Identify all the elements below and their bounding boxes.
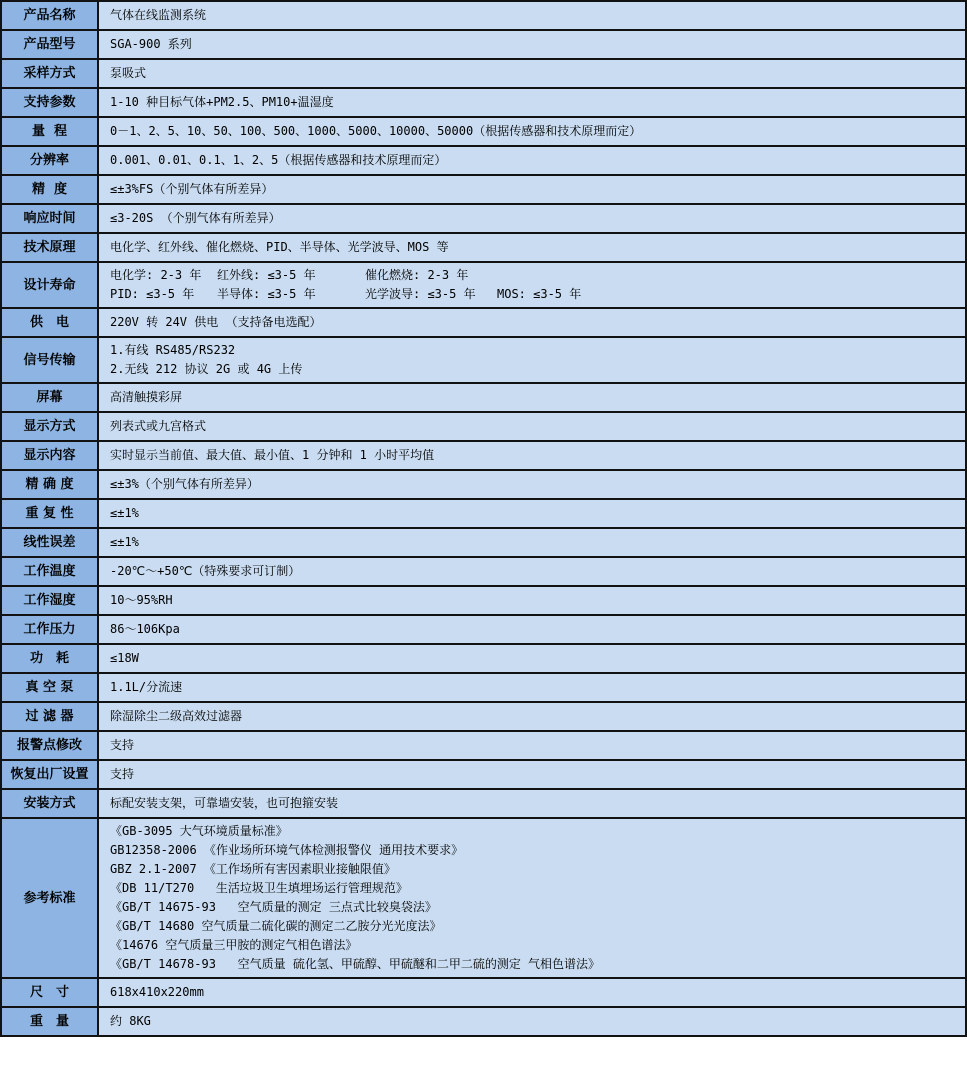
spec-value-line: 《GB/T 14680 空气质量二硫化碳的测定二乙胺分光光度法》 bbox=[110, 919, 442, 933]
spec-value bbox=[99, 89, 965, 116]
spec-value-item: PID: ≤3-5 年 bbox=[110, 287, 195, 301]
spec-value-line: 支持 bbox=[110, 738, 135, 752]
spec-row bbox=[2, 645, 965, 674]
spec-value-line: 《DB 11/T270 生活垃圾卫生填埋场运行管理规范》 bbox=[110, 881, 408, 895]
spec-row bbox=[2, 1008, 965, 1037]
spec-value-line: ≤±3%FS（个别气体有所差异） bbox=[110, 182, 274, 196]
spec-value-line: 约 8KG bbox=[110, 1014, 151, 1028]
spec-value-line: 除湿除尘二级高效过滤器 bbox=[110, 709, 243, 723]
spec-row bbox=[2, 31, 965, 60]
spec-value-line: ≤±1% bbox=[110, 535, 139, 549]
spec-value-item: 催化燃烧: 2-3 年 bbox=[365, 268, 469, 282]
spec-row bbox=[2, 761, 965, 790]
spec-value-line: 《GB/T 14675-93 空气质量的测定 三点式比较臭袋法》 bbox=[110, 900, 437, 914]
spec-value-line: 2.无线 212 协议 2G 或 4G 上传 bbox=[110, 362, 303, 376]
spec-row bbox=[2, 147, 965, 176]
spec-value-line: GB12358-2006 《作业场所环境气体检测报警仪 通用技术要求》 bbox=[110, 843, 464, 857]
spec-value-line: 实时显示当前值、最大值、最小值、1 分钟和 1 小时平均值 bbox=[110, 448, 435, 462]
spec-row bbox=[2, 2, 965, 31]
spec-label: 线性误差 bbox=[2, 529, 99, 556]
spec-value bbox=[99, 819, 965, 977]
spec-row bbox=[2, 263, 965, 309]
spec-value bbox=[99, 703, 965, 730]
spec-value bbox=[99, 471, 965, 498]
spec-row bbox=[2, 60, 965, 89]
spec-value-line: 0－1、2、5、10、50、100、500、1000、5000、10000、50000（根据传感器和技术原理而定） bbox=[110, 124, 642, 138]
spec-row bbox=[2, 819, 965, 979]
spec-value-line: 泵吸式 bbox=[110, 66, 147, 80]
spec-row bbox=[2, 118, 965, 147]
spec-value-line: 0.001、0.01、0.1、1、2、5（根据传感器和技术原理而定） bbox=[110, 153, 447, 167]
spec-value bbox=[99, 384, 965, 411]
spec-value-line: 高清触摸彩屏 bbox=[110, 390, 183, 404]
spec-row bbox=[2, 703, 965, 732]
spec-value bbox=[99, 979, 965, 1006]
spec-value bbox=[99, 118, 965, 145]
spec-row bbox=[2, 413, 965, 442]
spec-row bbox=[2, 979, 965, 1008]
spec-label: 量 程 bbox=[2, 118, 99, 145]
spec-value bbox=[99, 645, 965, 672]
spec-label: 过 滤 器 bbox=[2, 703, 99, 730]
spec-value-item: MOS: ≤3-5 年 bbox=[497, 287, 582, 301]
spec-label: 设计寿命 bbox=[2, 263, 99, 307]
spec-label: 参考标准 bbox=[2, 819, 99, 977]
spec-label: 精 度 bbox=[2, 176, 99, 203]
spec-label: 工作温度 bbox=[2, 558, 99, 585]
spec-value-line: 电化学、红外线、催化燃烧、PID、半导体、光学波导、MOS 等 bbox=[110, 240, 449, 254]
spec-value bbox=[99, 558, 965, 585]
spec-label: 分辨率 bbox=[2, 147, 99, 174]
spec-value-line: 《GB-3095 大气环境质量标准》 bbox=[110, 824, 288, 838]
spec-value-line: 1.有线 RS485/RS232 bbox=[110, 343, 236, 357]
spec-value-line: 618x410x220mm bbox=[110, 985, 204, 999]
spec-label: 供 电 bbox=[2, 309, 99, 336]
spec-label: 精 确 度 bbox=[2, 471, 99, 498]
spec-value bbox=[99, 442, 965, 469]
spec-value bbox=[99, 147, 965, 174]
spec-value bbox=[99, 60, 965, 87]
spec-row bbox=[2, 442, 965, 471]
spec-label: 产品型号 bbox=[2, 31, 99, 58]
spec-value-line: 支持 bbox=[110, 767, 135, 781]
spec-value-line bbox=[110, 266, 955, 285]
spec-row bbox=[2, 176, 965, 205]
spec-value bbox=[99, 761, 965, 788]
spec-value-line: 标配安装支架，可靠墙安装，也可抱箍安装 bbox=[110, 796, 339, 810]
spec-row bbox=[2, 500, 965, 529]
spec-label: 功 耗 bbox=[2, 645, 99, 672]
spec-value-item: 红外线: ≤3-5 年 bbox=[217, 268, 316, 282]
spec-row bbox=[2, 529, 965, 558]
spec-value bbox=[99, 31, 965, 58]
spec-value-line: ≤18W bbox=[110, 651, 139, 665]
spec-value bbox=[99, 587, 965, 614]
spec-value bbox=[99, 529, 965, 556]
spec-row bbox=[2, 309, 965, 338]
spec-row bbox=[2, 616, 965, 645]
spec-label: 尺 寸 bbox=[2, 979, 99, 1006]
spec-label: 报警点修改 bbox=[2, 732, 99, 759]
spec-value-line: 1-10 种目标气体+PM2.5、PM10+温湿度 bbox=[110, 95, 334, 109]
spec-value-line: 220V 转 24V 供电 （支持备电选配） bbox=[110, 315, 322, 329]
spec-label: 真 空 泵 bbox=[2, 674, 99, 701]
spec-row bbox=[2, 674, 965, 703]
spec-value bbox=[99, 413, 965, 440]
spec-label: 显示内容 bbox=[2, 442, 99, 469]
spec-label: 信号传输 bbox=[2, 338, 99, 382]
spec-value-line: GBZ 2.1-2007 《工作场所有害因素职业接触限值》 bbox=[110, 862, 396, 876]
spec-value bbox=[99, 616, 965, 643]
spec-row bbox=[2, 587, 965, 616]
spec-label: 重 量 bbox=[2, 1008, 99, 1035]
spec-label: 重 复 性 bbox=[2, 500, 99, 527]
spec-value-line: ≤3-20S （个别气体有所差异） bbox=[110, 211, 281, 225]
spec-value bbox=[99, 263, 965, 307]
spec-value bbox=[99, 500, 965, 527]
spec-value bbox=[99, 176, 965, 203]
spec-value-line: -20℃～+50℃（特殊要求可订制） bbox=[110, 564, 301, 578]
spec-value-line: 列表式或九宫格式 bbox=[110, 419, 207, 433]
spec-value-line: ≤±1% bbox=[110, 506, 139, 520]
spec-label: 工作湿度 bbox=[2, 587, 99, 614]
spec-value-line: SGA-900 系列 bbox=[110, 37, 192, 51]
spec-value-line: 1.1L/分流速 bbox=[110, 680, 183, 694]
spec-value-line: 10～95%RH bbox=[110, 593, 173, 607]
spec-value-line: 86～106Kpa bbox=[110, 622, 180, 636]
spec-value-line: 气体在线监测系统 bbox=[110, 8, 207, 22]
spec-value bbox=[99, 338, 965, 382]
spec-value-item: 半导体: ≤3-5 年 bbox=[217, 287, 316, 301]
spec-value bbox=[99, 674, 965, 701]
spec-label: 技术原理 bbox=[2, 234, 99, 261]
spec-label: 响应时间 bbox=[2, 205, 99, 232]
spec-value bbox=[99, 2, 965, 29]
spec-value bbox=[99, 234, 965, 261]
spec-label: 产品名称 bbox=[2, 2, 99, 29]
spec-row bbox=[2, 89, 965, 118]
spec-label: 支持参数 bbox=[2, 89, 99, 116]
spec-row bbox=[2, 384, 965, 413]
spec-label: 工作压力 bbox=[2, 616, 99, 643]
spec-row bbox=[2, 558, 965, 587]
spec-label: 采样方式 bbox=[2, 60, 99, 87]
spec-value-line bbox=[110, 285, 955, 304]
spec-label: 恢复出厂设置 bbox=[2, 761, 99, 788]
spec-row bbox=[2, 234, 965, 263]
spec-value bbox=[99, 1008, 965, 1035]
spec-row bbox=[2, 338, 965, 384]
spec-row bbox=[2, 471, 965, 500]
spec-value bbox=[99, 309, 965, 336]
spec-value bbox=[99, 205, 965, 232]
spec-value-item: 电化学: 2-3 年 bbox=[110, 268, 202, 282]
spec-label: 显示方式 bbox=[2, 413, 99, 440]
spec-value bbox=[99, 732, 965, 759]
spec-value-line: 《GB/T 14678-93 空气质量 硫化氢、甲硫醇、甲硫醚和二甲二硫的测定 气相色谱法》 bbox=[110, 957, 601, 971]
spec-label: 屏幕 bbox=[2, 384, 99, 411]
spec-value-item: 光学波导: ≤3-5 年 bbox=[365, 287, 476, 301]
spec-row bbox=[2, 205, 965, 234]
spec-label: 安装方式 bbox=[2, 790, 99, 817]
spec-row bbox=[2, 732, 965, 761]
spec-row bbox=[2, 790, 965, 819]
spec-value-line: 《14676 空气质量三甲胺的测定气相色谱法》 bbox=[110, 938, 358, 952]
spec-value-line: ≤±3%（个别气体有所差异） bbox=[110, 477, 259, 491]
spec-value bbox=[99, 790, 965, 817]
